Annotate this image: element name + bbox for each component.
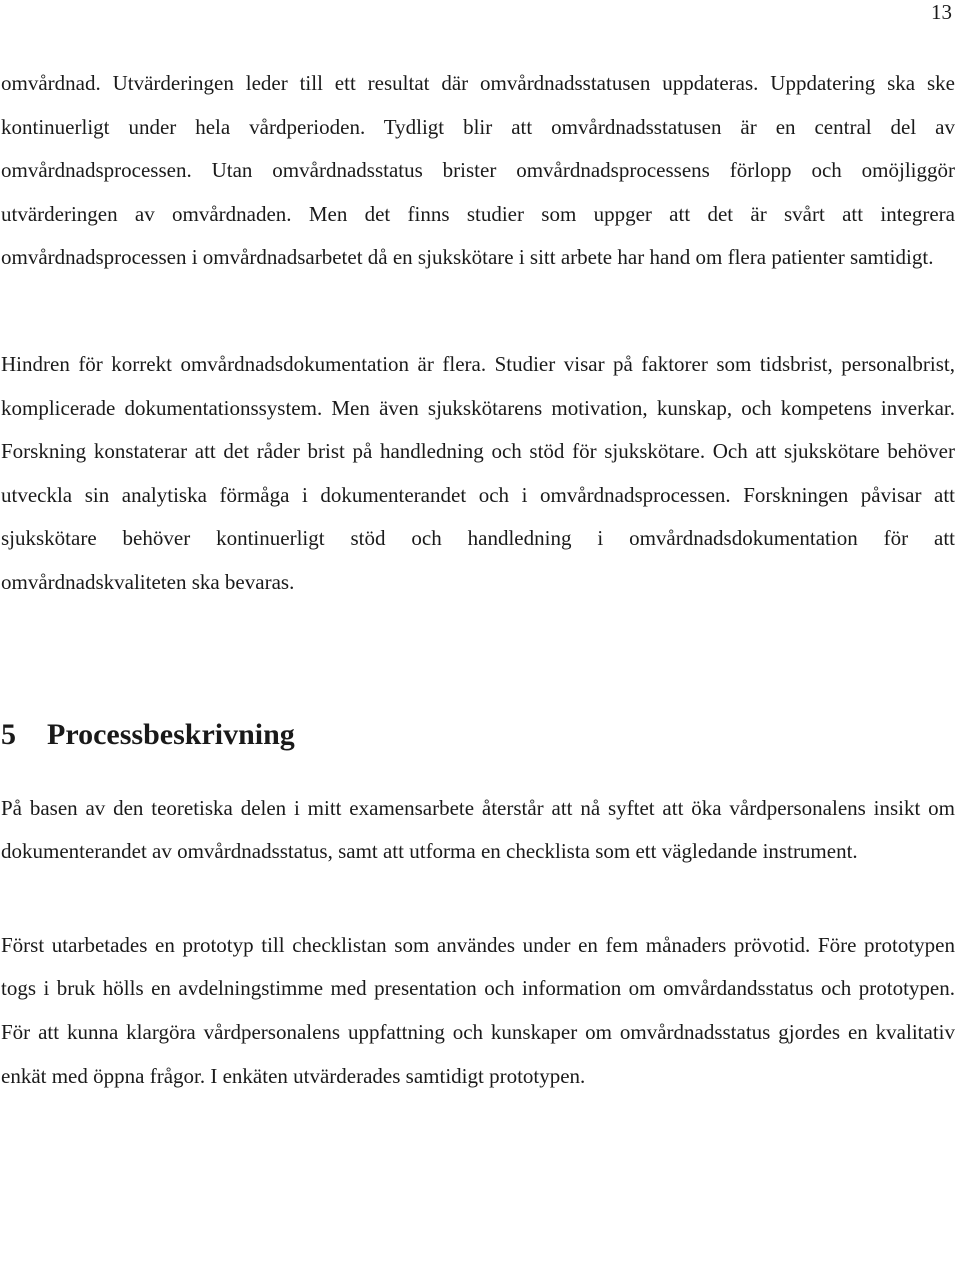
section-title: Processbeskrivning <box>47 717 295 751</box>
paragraph-spacer <box>1 280 955 343</box>
page-number: 13 <box>931 0 952 24</box>
paragraph-documentation-obstacles: Hindren för korrekt omvårdnadsdokumentation är flera. Studier visar på faktorer som tidsbrist, personalbrist, komplicerade dokumentationssystem. Men även sjukskötarens motivation, kunskap, och kompetens inverkar. Forskning konstaterar att det råder brist på handledning och stöd för sjukskötare. Och att sjukskötare behöver utveckla sin analytiska förmåga i dokumenterandet och i omvårdnadsprocessen. Forskningen påvisar att sjukskötare behöver kontinuerligt stöd och handledning i omvårdnadsdokumentation för att omvårdnadskvaliteten ska bevaras. <box>1 351 955 594</box>
document-body <box>1 62 955 1098</box>
section-spacer <box>1 605 955 705</box>
paragraph-nursing-status: omvårdnad. Utvärderingen leder till ett resultat där omvårdnadsstatusen uppdateras. Uppdatering ska ske kontinuerligt under hela vårdperioden. Tydligt blir att omvårdnadsstatusen är en central del av omvårdnadsprocessen. Utan omvårdnadsstatus brister omvårdnadsprocessens förlopp och omöjliggör utvärderingen av omvårdnaden. Men det finns studier som uppger att det är svårt att integrera omvårdnadsprocessen i omvårdnadsarbetet då en sjukskötare i sitt arbete har hand om flera patienter samtidigt. <box>1 71 955 270</box>
paragraph-purpose: På basen av den teoretiska delen i mitt examensarbete återstår att nå syftet att öka vårdpersonalens insikt om dokumenterandet av omvårdnadsstatus, samt att utforma en checklista som ett vägledande instrument. <box>1 795 955 864</box>
section-heading <box>1 705 955 765</box>
heading-spacer <box>1 765 955 787</box>
paragraph-prototype: Först utarbetades en prototyp till checklistan som användes under en fem månaders prövotid. Före prototypen togs i bruk hölls en avdelningstimme med presentation och information om omvårdandsstatus och prototypen. För att kunna klargöra vårdpersonalens uppfattning och kunskaper om omvårdnadsstatus gjordes en kvalitativ enkät med öppna frågor. I enkäten utvärderades samtidigt prototypen. <box>1 932 955 1088</box>
paragraph-spacer <box>1 874 955 924</box>
section-number: 5 <box>1 717 16 751</box>
